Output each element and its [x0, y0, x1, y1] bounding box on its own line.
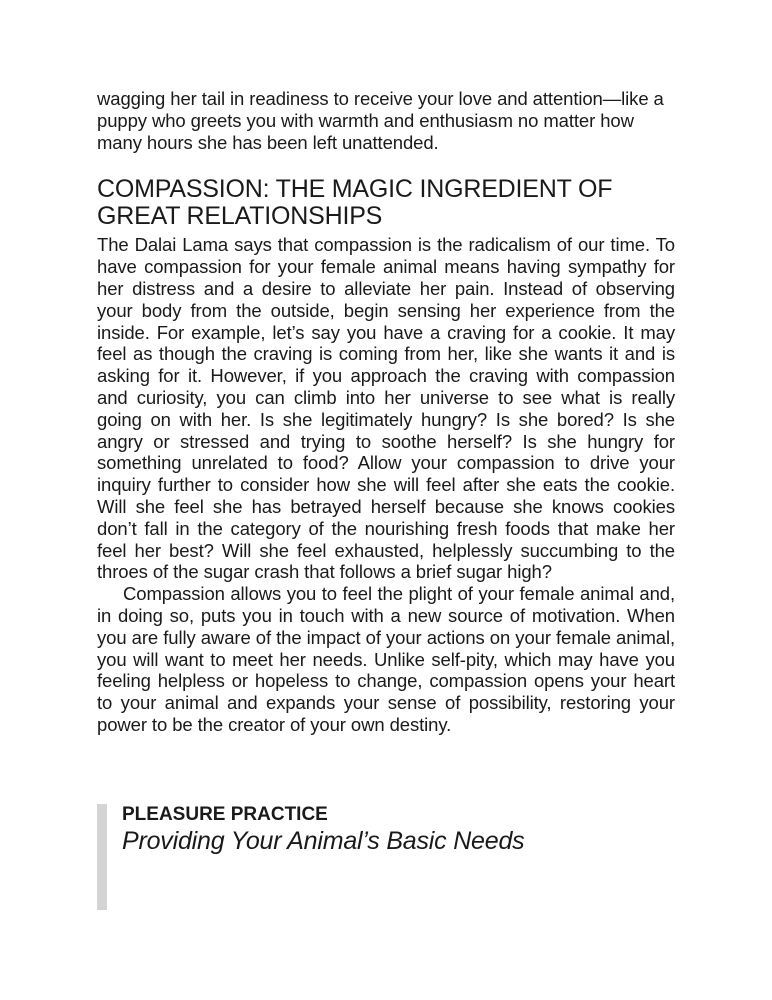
- practice-label: PLEASURE PRACTICE: [122, 804, 328, 825]
- body-paragraph-1: The Dalai Lama says that compassion is the radicalism of our time. To have compassion for your female animal means having sympathy for her distress and a desire to alleviate her pain. Instead of observing your body from the outside, begin sensing her experience from the inside. For example, let’s say you have a craving for a cookie. It may feel as though the craving is coming from her, like she wants it and is asking for it. However, if you approach the craving with compassion and curiosity, you can climb into her universe to see what is really going on with her. Is she legitimately hungry? Is she bored? Is she angry or stressed and trying to soothe herself? Is she hungry for something unrelated to food? Allow your compassion to drive your inquiry further to consider how she will feel after she eats the cookie. Will she feel she has betrayed herself because she knows cookies don’t fall in the category of the nourishing fresh foods that make her feel her best? Will she feel exhausted, helplessly succumbing to the throes of the sugar crash that follows a brief sugar high?: [97, 234, 675, 583]
- page-content: [97, 88, 675, 736]
- body-paragraph-2: Compassion allows you to feel the plight of your female animal and, in doing so, puts you in touch with a new source of motivation. When you are fully aware of the impact of your actions on your female animal, you will want to meet her needs. Unlike self-pity, which may have you feeling helpless or hopeless to change, compassion opens your heart to your animal and expands your sense of possibility, restoring your power to be the creator of your own destiny.: [97, 583, 675, 735]
- sidebar-accent-bar: [97, 804, 107, 910]
- intro-paragraph: wagging her tail in readiness to receive your love and attention—like a puppy who greets you with warmth and enthusiasm no matter how many hours she has been left unattended.: [97, 88, 664, 153]
- section-heading: COMPASSION: THE MAGIC INGREDIENT OF GREAT RELATIONSHIPS: [97, 175, 613, 231]
- practice-title: Providing Your Animal’s Basic Needs: [122, 827, 525, 855]
- pleasure-practice-box: [97, 804, 675, 910]
